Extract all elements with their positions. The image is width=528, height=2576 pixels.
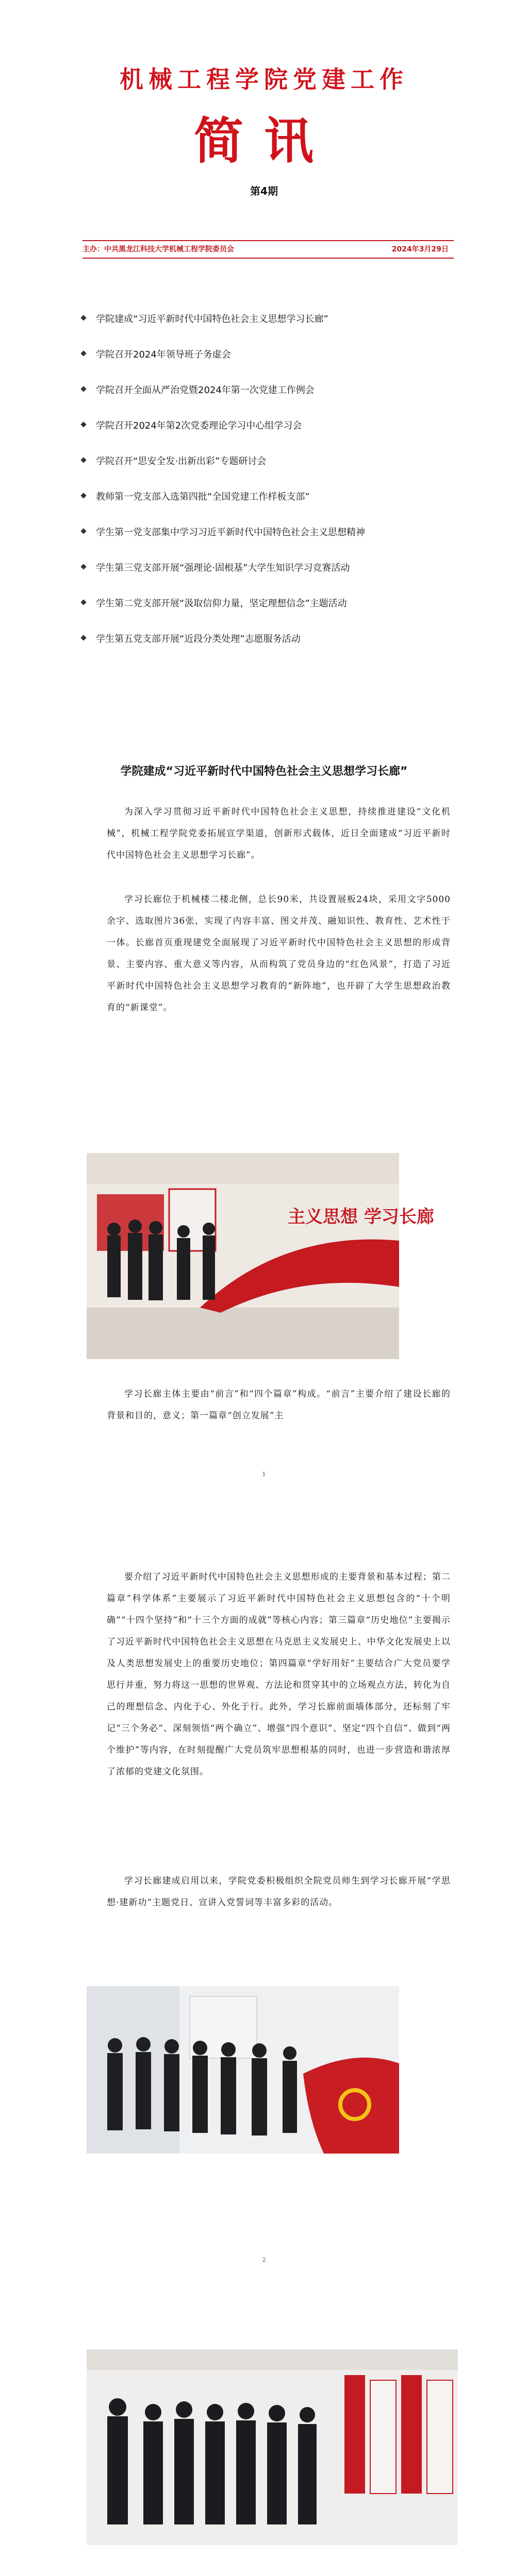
diamond-bullet-icon — [80, 564, 86, 569]
page-number: 2 — [262, 2257, 266, 2263]
toc-item[interactable] — [81, 418, 473, 431]
diamond-bullet-icon — [80, 635, 86, 640]
toc-item-text: 学院召开全面从严治党暨2024年第一次党建工作例会 — [96, 385, 315, 396]
photo-group-exhibit — [87, 2349, 458, 2545]
photo-study-corridor-graphic — [87, 1153, 434, 1359]
diamond-bullet-icon — [80, 315, 86, 320]
toc-item[interactable] — [81, 525, 473, 538]
toc-item[interactable] — [81, 347, 473, 360]
toc-list — [81, 312, 473, 667]
photo-caption: 学习长廊主体主要由“前言”和“四个篇章”构成。“前言”主要介绍了建设长廊的背景和目的，意义；第一篇章“创立发展”主 — [107, 1389, 451, 1421]
toc-item[interactable] — [81, 383, 473, 396]
diamond-bullet-icon — [80, 493, 86, 498]
diamond-bullet-icon — [80, 350, 86, 356]
article-paragraph: 要介绍了习近平新时代中国特色社会主义思想形成的主要背景和基本过程；第二篇章“科学体系”主要展示了习近平新时代中国特色社会主义思想包含的“十个明确”“十四个坚持”和“十三个方面的成就”等核心内容；第三篇章“历史地位”主要揭示了习近平新时代中国特色社会主义思想在马克思主义发展史上、中华文化发展史上以及人类思想发展史上的重要历史地位；第四篇章“学好用好”主要结合广大党员要学思行并重，努力将这一思想的世界观、方法论和贯穿其中的立场观点方法，转化为自己的理想信念、内化于心、外化于行。此外，学习长廊前面墙体部分，还标刻了牢记“三个务必”、深刻领悟“两个确立”、增强“四个意识”、坚定“四个自信”、做到“两个维护”等内容，在时刻提醒广大党员筑牢思想根基的同时，也进一步营造和谐浓厚了浓郁的党建文化氛围。 — [107, 1572, 451, 1777]
diamond-bullet-icon — [80, 386, 86, 392]
toc-item-text: 学院召开2024年第2次党委理论学习中心组学习会 — [96, 420, 302, 431]
toc-item-text: 学生第五党支部开展“近段分类处理”志愿服务活动 — [96, 634, 301, 645]
toc-item-text: 学生第二党支部开展“汲取信仰力量，坚定理想信念”主题活动 — [96, 598, 347, 609]
diamond-bullet-icon — [80, 599, 86, 605]
toc-item[interactable] — [81, 489, 473, 502]
article-paragraph: 学习长廊建成启用以来，学院党委积极组织全院党员师生到学习长廊开展“学思想·建新功”主题党日、宣讲入党誓词等丰富多彩的活动。 — [107, 1876, 451, 1908]
article-title: 学院建成“习近平新时代中国特色社会主义思想学习长廊” — [120, 765, 408, 778]
toc-item-text: 学生第一党支部集中学习习近平新时代中国特色社会主义思想精神 — [96, 527, 365, 538]
host-organization: 主办：中共黑龙江科技大学机械工程学院委员会 — [82, 245, 234, 253]
toc-item[interactable] — [81, 632, 473, 645]
article-paragraph: 学习长廊位于机械楼二楼北侧，总长90米，共设置展板24块，采用文字5000余字、选取图片36张，实现了内容丰富、图文并茂、融知识性、教育性、艺术性于一体。长廊首页重现建党全面展现了习近平新时代中国特色社会主义思想的形成背景、主要内容、重大意义等内容，从而构筑了党员身边的“红色风景”，打造了习近平新时代中国特色社会主义思想学习教育的“新阵地”，也开辟了大学生思想政治教育的“新课堂”。 — [107, 894, 451, 1013]
header-big-title: 简讯 — [194, 112, 334, 170]
host-line — [82, 244, 454, 254]
issue-number: 第4期 — [250, 185, 278, 197]
toc-item-text: 教师第一党支部入选第四批“全国党建工作样板支部” — [96, 492, 310, 502]
diamond-bullet-icon — [80, 421, 86, 427]
photo-wall-text: 主义思想 学习长廊 — [288, 1207, 434, 1227]
toc-item-text: 学生第三党支部开展“强理论·固根基”大学生知识学习竞赛活动 — [96, 563, 350, 573]
photo-study-corridor — [87, 1153, 434, 1359]
article-paragraph: 为深入学习贯彻习近平新时代中国特色社会主义思想，持续推进建设“文化机械”，机械工程学院党委拓展宣学渠道，创新形式载体，近日全面建成“习近平新时代中国特色社会主义思想学习长廊”。 — [107, 807, 451, 860]
masthead-rule-bottom — [82, 258, 454, 259]
header-title: 机械工程学院党建工作 — [120, 65, 408, 93]
toc-item[interactable] — [81, 596, 473, 609]
diamond-bullet-icon — [80, 528, 86, 534]
photo-group-exhibit-graphic — [87, 2349, 458, 2545]
toc-item[interactable] — [81, 454, 473, 467]
toc-item-text: 学院建成“习近平新时代中国特色社会主义思想学习长廊” — [96, 314, 328, 325]
photo-party-oath-graphic — [87, 1986, 399, 2154]
article-paragraph — [107, 2573, 451, 2576]
issue-date: 2024年3月29日 — [391, 245, 449, 253]
masthead-rule-top — [82, 240, 454, 241]
toc-item[interactable] — [81, 561, 473, 573]
toc-item-text: 学院召开2024年领导班子务虚会 — [96, 349, 231, 360]
toc-item-text: 学院召开“思安全发·出新出彩”专题研讨会 — [96, 456, 267, 467]
diamond-bullet-icon — [80, 457, 86, 463]
page-number: 1 — [262, 1471, 266, 1478]
photo-party-oath — [87, 1986, 399, 2154]
toc-item[interactable] — [81, 312, 473, 325]
